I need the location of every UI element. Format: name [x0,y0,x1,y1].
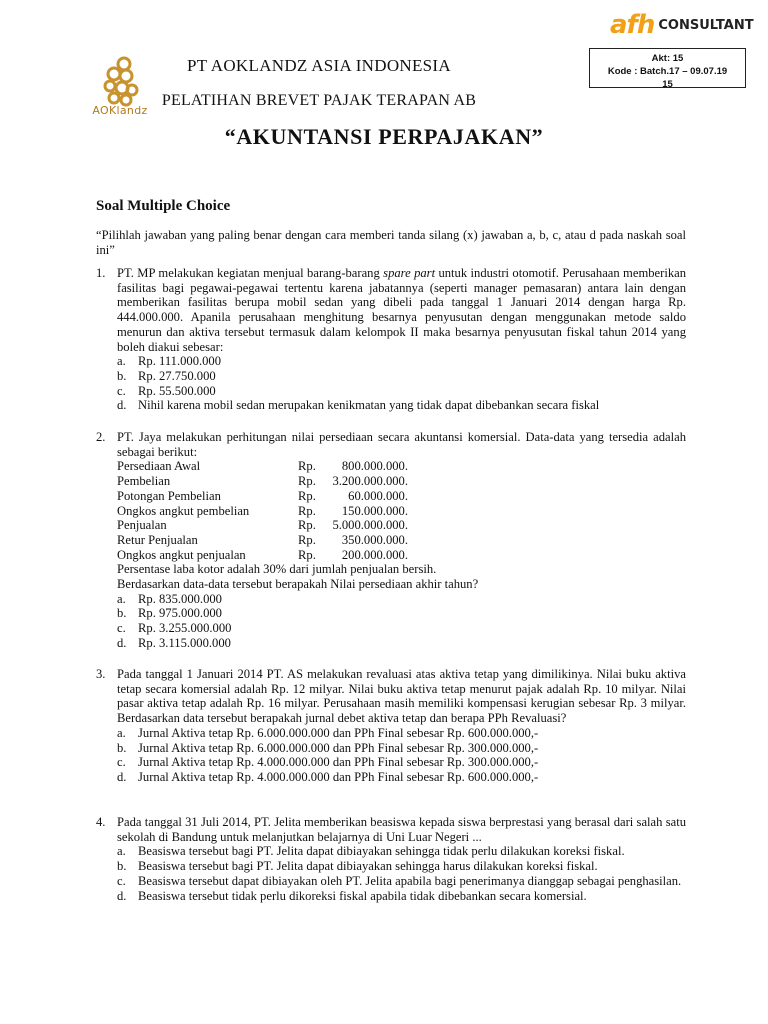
company-name: PT AOKLANDZ ASIA INDONESIA [187,56,451,75]
option-b: b. Jurnal Aktiva tetap Rp. 6.000.000.000 dan PPh Final sebesar Rp. 300.000.000,- [117,740,539,755]
question-text: Pada tanggal 1 Januari 2014 PT. AS melakukan revaluasi atas aktiva tetap yang dimilikinya. Nilai buku aktiva tetap secara komersial adalah Rp. 12 milyar. Nilai buku aktiva tetap menurut pajak adalah Rp. 10 milyar. Nilai pasar aktiva tetap adalah Rp. 16 milyar. Perusahaan masih memiliki kompensasi kerugian sebesar Rp. 3 milyar. Berdasarkan data tersebut berapakah jurnal debet aktiva tetap dan berapa PPh Revaluasi? [117,667,686,726]
afh-logo-word: CONSULTANT [658,17,754,33]
question-note-2: Berdasarkan data-data tersebut berapakah Nilai persediaan akhir tahun? [117,577,479,592]
option-c: c. Rp. 55.500.000 [117,383,216,398]
question-note-1: Persentase laba kotor adalah 30% dari jumlah penjualan bersih. [117,562,437,577]
option-d: d. Jurnal Aktiva tetap Rp. 4.000.000.000 dan PPh Final sebesar Rp. 600.000.000,- [117,769,539,784]
subject-title: “AKUNTANSI PERPAJAKAN” [224,124,544,149]
table-row: Ongkos angkut pembelian Rp. 150.000.000. [117,503,408,518]
aoklandz-logo-text: AOKlandz [92,104,148,117]
option-b: b. Beasiswa tersebut bagi PT. Jelita dapat dibiayakan sehingga harus dilakukan koreksi fiskal. [117,859,598,874]
question-number: 2. [96,430,106,444]
afh-consultant-logo [610,10,754,40]
option-d: d. Beasiswa tersebut tidak perlu dikoreksi fiskal apabila tidak dibebankan secara komersial. [117,888,587,903]
option-a: a. Jurnal Aktiva tetap Rp. 6.000.000.000 dan PPh Final sebesar Rp. 600.000.000,- [117,725,539,740]
option-a: a. Rp. 111.000.000 [117,354,222,369]
question-number: 3. [96,667,106,681]
inventory-data-table [117,459,408,562]
option-b: b. Rp. 27.750.000 [117,368,216,383]
question-1 [96,266,686,413]
option-c: c. Beasiswa tersebut dapat dibiayakan oleh PT. Jelita apabila bagi penerimanya dianggap sebagai penghasilan. [117,873,682,888]
code-box-line-1: Akt: 15 [651,53,684,64]
question-italic-term: spare part [383,266,436,280]
code-box-line-2: Kode : Batch.17 – 09.07.19 [607,66,728,77]
question-2 [96,430,686,651]
option-d: d. Rp. 3.115.000.000 [117,635,231,650]
instruction-text: “Pilihlah jawaban yang paling benar dengan cara memberi tanda silang (x) jawaban a, b, c, atau d pada naskah soal ini” [96,228,686,257]
question-number: 1. [96,266,106,280]
question-text: Pada tanggal 31 Juli 2014, PT. Jelita memberikan beasiswa kepada siswa berprestasi yang berasal dari salah satu sekolah di Bandung untuk melanjutkan belajarnya di Uni Luar Negeri ... [117,815,686,844]
table-row: Retur Penjualan Rp. 350.000.000. [117,532,408,547]
afh-logo-mark: afh [610,10,655,40]
option-b: b. Rp. 975.000.000 [117,606,222,621]
option-c: c. Jurnal Aktiva tetap Rp. 4.000.000.000 dan PPh Final sebesar Rp. 300.000.000,- [117,755,539,770]
document-code-box [589,48,746,88]
option-a: a. Beasiswa tersebut bagi PT. Jelita dapat dibiayakan sehingga tidak perlu dilakukan koreksi fiskal. [117,844,625,859]
question-number: 4. [96,815,106,829]
table-row: Persediaan Awal Rp. 800.000.000. [117,459,408,474]
table-row: Ongkos angkut penjualan Rp. 200.000.000. [117,547,408,562]
section-title: Soal Multiple Choice [96,198,231,214]
option-c: c. Rp. 3.255.000.000 [117,621,232,636]
question-3 [96,667,686,785]
table-row: Penjualan Rp. 5.000.000.000. [117,518,408,533]
option-a: a. Rp. 835.000.000 [117,591,222,606]
question-4 [96,815,686,903]
question-text: PT. Jaya melakukan perhitungan nilai persediaan secara akuntansi komersial. Data-data yang tersedia adalah sebagai berikut: [117,430,686,459]
training-title: PELATIHAN BREVET PAJAK TERAPAN AB [161,92,477,109]
table-row: Pembelian Rp. 3.200.000.000. [117,474,408,489]
option-d: d. Nihil karena mobil sedan merupakan kenikmatan yang tidak dapat dibebankan secara fiskal [117,398,600,413]
table-row: Potongan Pembelian Rp. 60.000.000. [117,488,408,503]
question-text: PT. MP melakukan kegiatan menjual barang-barang spare part untuk industri otomotif. Perusahaan memberikan fasilitas bagi pegawai-pegawai tertentu karena jabatannya (seperti manager pemasaran) antara lain dengan memberikan fasilitas berupa mobil sedan yang dibeli pada tanggal 1 Januari 2014 dengan harga Rp. 444.000.000. Apanila perusahaan menghitung besarnya penyusutan dengan menggunakan metode saldo menurun dan aktiva tersebut termasuk dalam kelompok II maka besarnya penyusutan fiskal tahun 2014 yang boleh diakui sebesar: [117,266,686,354]
code-box-line-3: 15 [662,79,673,88]
